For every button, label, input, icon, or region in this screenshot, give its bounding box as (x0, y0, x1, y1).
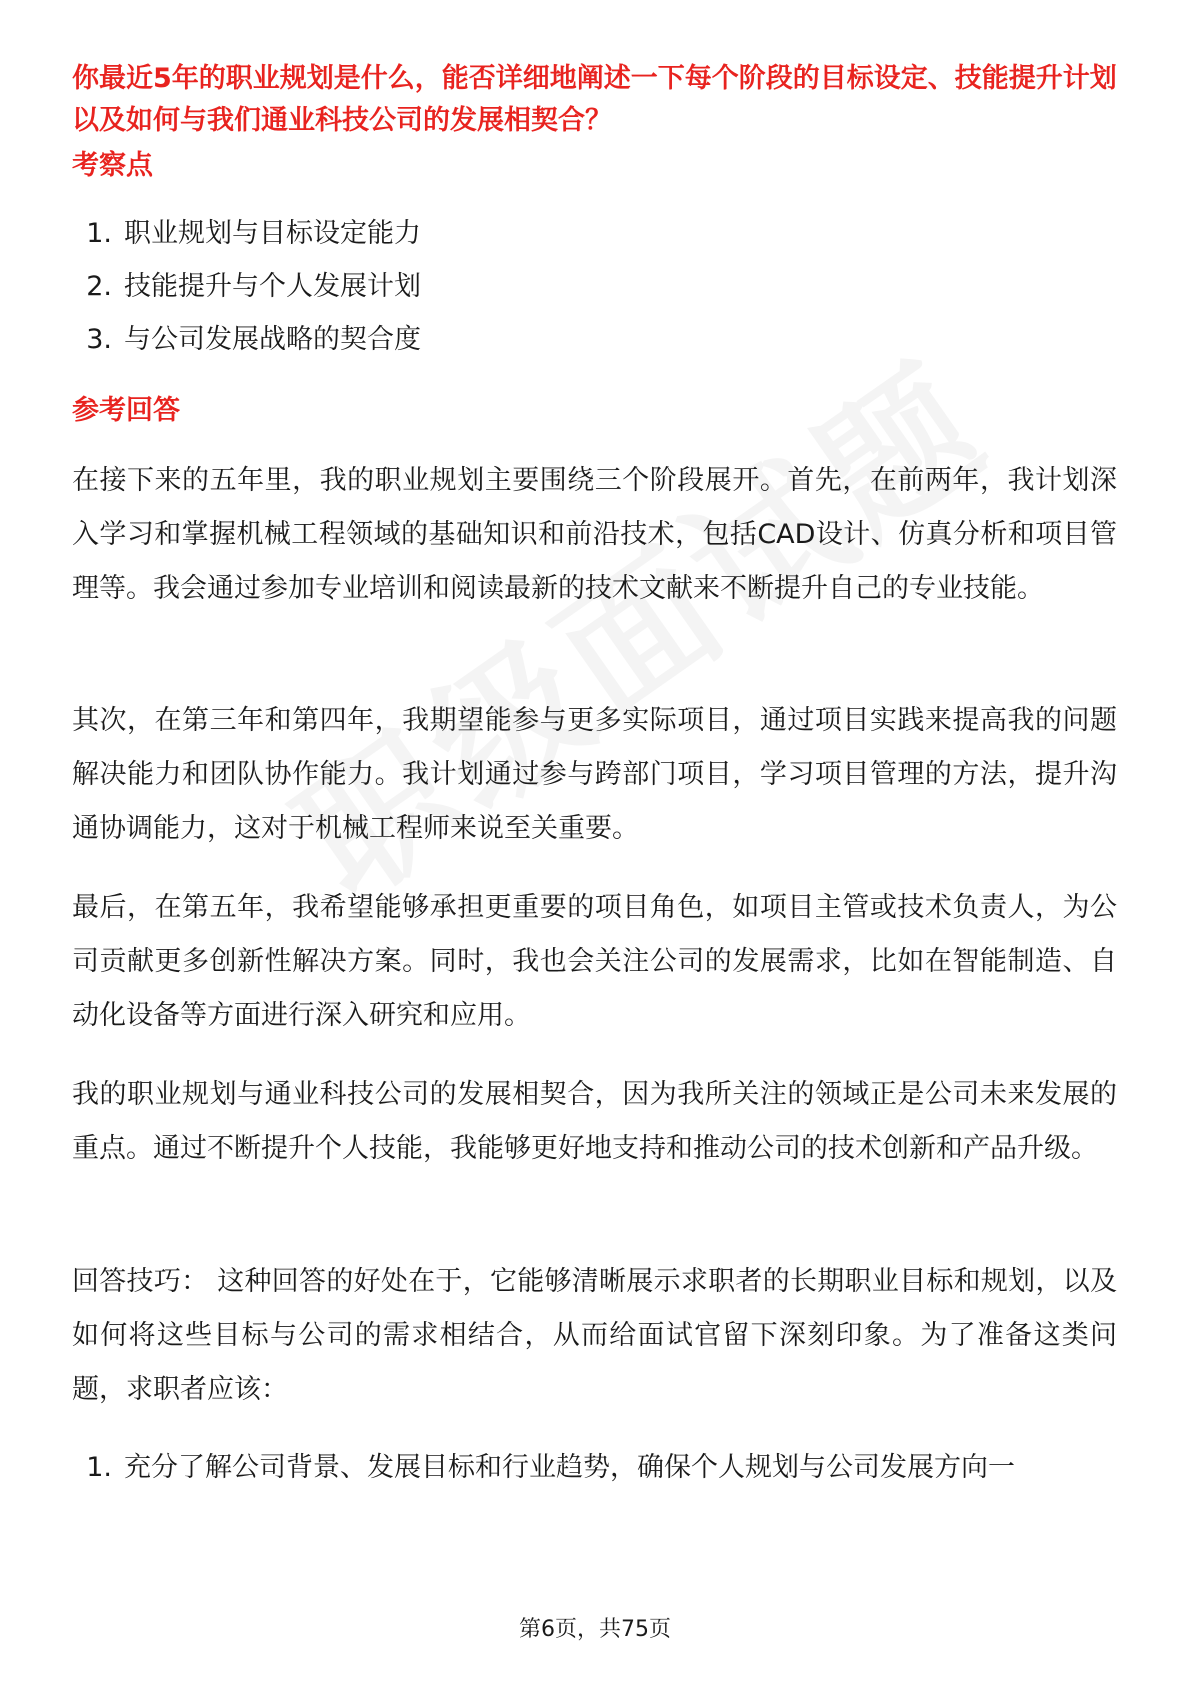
list-item (72, 267, 1117, 307)
list-number: 2. (86, 271, 112, 302)
focus-list (72, 214, 1117, 360)
question-title: 你最近5年的职业规划是什么，能否详细地阐述一下每个阶段的目标设定、技能提升计划以及如何与我们通业科技公司的发展相契合？ (72, 63, 1117, 136)
list-number: 3. (86, 324, 112, 355)
tips-paragraph: 回答技巧： 这种回答的好处在于，它能够清晰展示求职者的长期职业目标和规划，以及如何将这些目标与公司的需求相结合，从而给面试官留下深刻印象。为了准备这类问题，求职者应该： (72, 1266, 1117, 1405)
list-item (72, 1448, 1117, 1488)
list-item (72, 214, 1117, 254)
page-footer: 第6页，共75页 (519, 1617, 671, 1642)
answer-paragraph: 我的职业规划与通业科技公司的发展相契合，因为我所关注的领域正是公司未来发展的重点。通过不断提升个人技能，我能够更好地支持和推动公司的技术创新和产品升级。 (72, 1079, 1117, 1164)
answer-paragraph: 最后，在第五年，我希望能够承担更重要的项目角色，如项目主管或技术负责人，为公司贡献更多创新性解决方案。同时，我也会关注公司的发展需求，比如在智能制造、自动化设备等方面进行深入研究和应用。 (72, 892, 1117, 1031)
list-item-text: 技能提升与个人发展计划 (124, 271, 421, 302)
list-item-text: 充分了解公司背景、发展目标和行业趋势，确保个人规划与公司发展方向一 (124, 1452, 1015, 1483)
list-number: 1. (86, 218, 112, 249)
answer-heading: 参考回答 (72, 395, 180, 426)
focus-heading: 考察点 (72, 150, 153, 181)
list-item-text: 职业规划与目标设定能力 (124, 218, 421, 249)
list-item (72, 320, 1117, 360)
answer-paragraph: 其次，在第三年和第四年，我期望能参与更多实际项目，通过项目实践来提高我的问题解决能力和团队协作能力。我计划通过参与跨部门项目，学习项目管理的方法，提升沟通协调能力，这对于机械工程师来说至关重要。 (72, 705, 1117, 844)
answer-paragraph: 在接下来的五年里，我的职业规划主要围绕三个阶段展开。首先，在前两年，我计划深入学习和掌握机械工程领域的基础知识和前沿技术，包括CAD设计、仿真分析和项目管理等。我会通过参加专业培训和阅读最新的技术文献来不断提升自己的专业技能。 (72, 465, 1117, 604)
tips-list (72, 1448, 1117, 1488)
list-number: 1. (86, 1452, 112, 1483)
list-item-text: 与公司发展战略的契合度 (124, 324, 421, 355)
